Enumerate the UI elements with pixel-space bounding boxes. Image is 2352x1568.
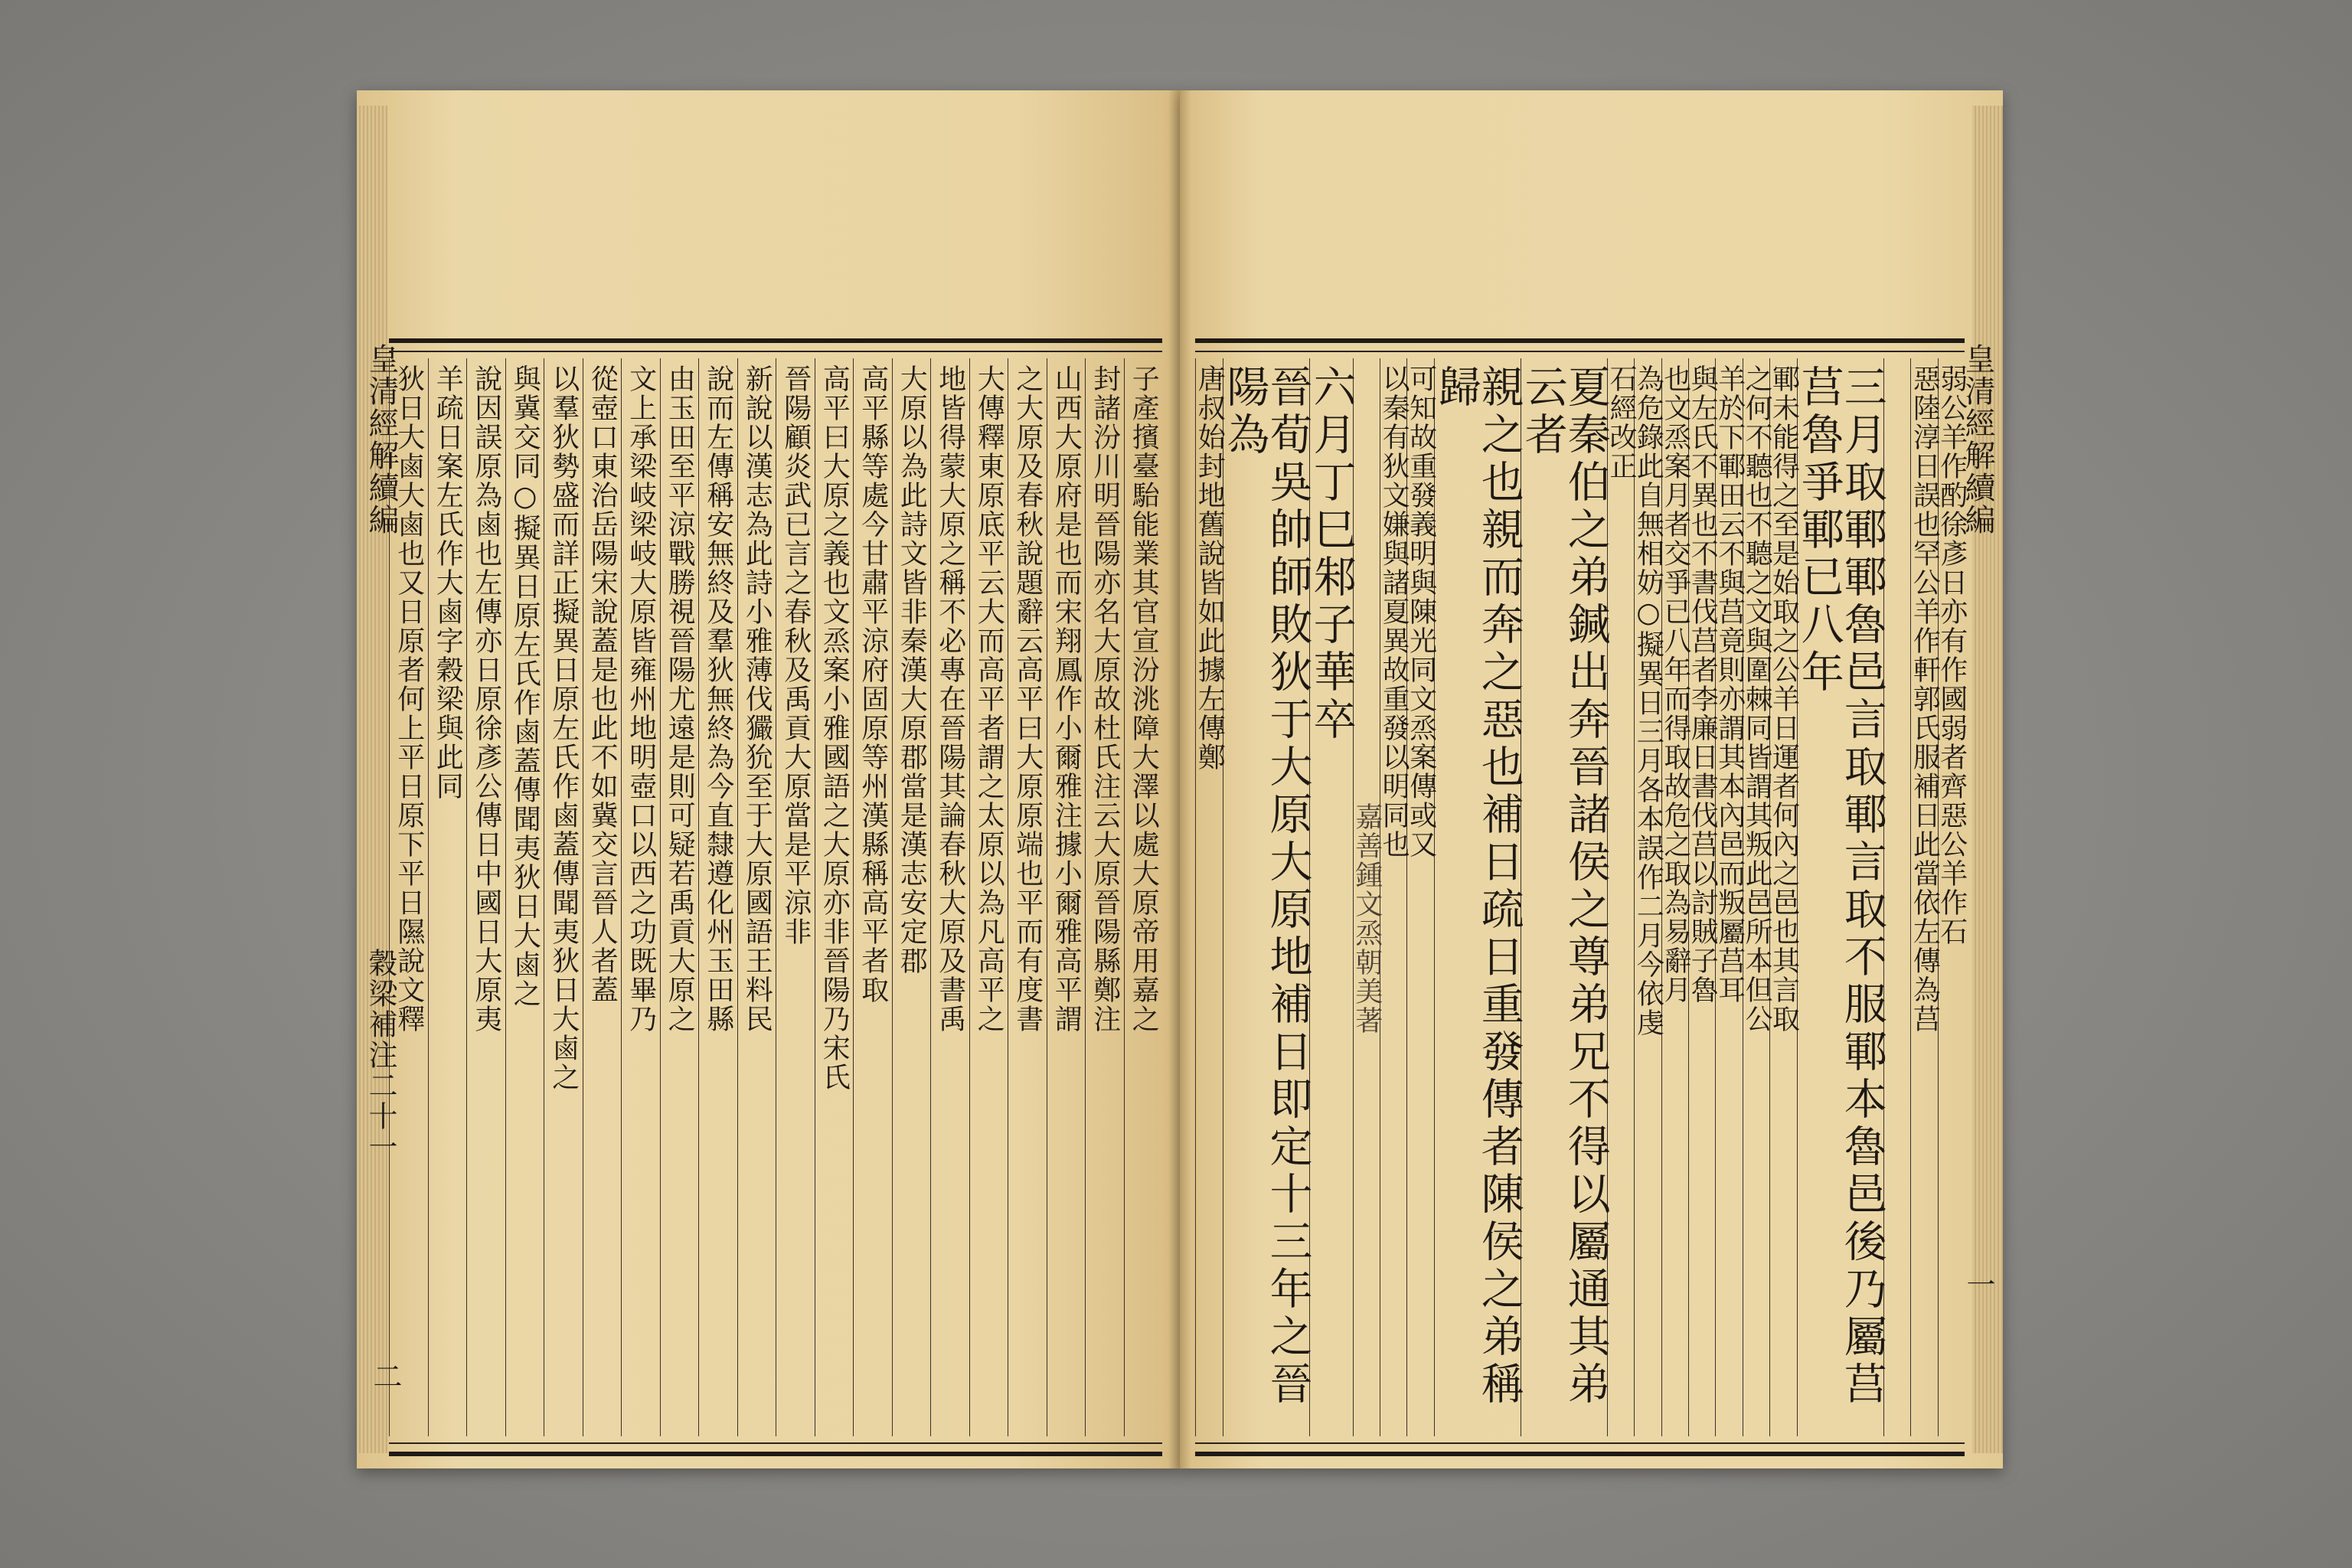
left-folio-footer: 穀梁補注二十一 (364, 948, 397, 1162)
left-column-text: 大傳釋東原底平云大而高平者謂之太原以為凡高平之 (973, 364, 1005, 1034)
left-column (737, 358, 776, 1436)
left-column (621, 358, 660, 1436)
right-column-text: 之何不聽也不聽之文與圍棘同皆謂其叛此邑所本但公 (1741, 364, 1773, 1034)
left-column (969, 358, 1008, 1436)
left-column (853, 358, 892, 1436)
left-column-text: 地皆得蒙大原之稱不必專在晉陽其論春秋大原及書禹 (934, 364, 966, 1034)
left-column-text: 狄日大鹵大鹵也又日原者何上平日原下平日隰說文釋 (393, 364, 425, 1034)
left-page (357, 90, 1180, 1468)
left-column (1085, 358, 1124, 1436)
left-column-text: 由玉田至平涼戰勝視晉陽尤遠是則可疑若禹貢大原之 (664, 364, 696, 1034)
left-column-text: 從壺口東治岳陽宋說蓋是也此不如冀交言晉人者蓋 (586, 364, 619, 1004)
left-column-text: 山西大原府是也而宋翔鳳作小爾雅注據小爾雅高平謂 (1050, 364, 1083, 1034)
right-column-text: 羊於下鄆田云不與莒竟則亦謂其本內邑而叛屬莒耳 (1713, 364, 1746, 1004)
right-column-text: 夏秦伯之弟鍼出奔晉諸侯之尊弟兄不得以屬通其弟云者 (1517, 364, 1611, 1409)
right-column-text: 弱公羊作酌徐彥日亦有作國弱者齊惡公羊作石 (1936, 364, 1968, 946)
left-column (698, 358, 737, 1436)
left-column-text: 與冀交同○擬異日原左氏作鹵蓋傳聞夷狄日大鹵之 (509, 364, 541, 1008)
left-column-text: 封諸汾川明晉陽亦名大原故杜氏注云大原晉陽縣鄭注 (1089, 364, 1121, 1034)
right-column (1632, 358, 1664, 1436)
right-column (1194, 358, 1226, 1436)
right-column-text: 可知故重發義明與陳光同文烝案傳或又 (1405, 364, 1437, 859)
open-book (357, 90, 2003, 1468)
right-folio-number: 一 (1962, 1269, 1995, 1300)
right-column (1517, 358, 1611, 1436)
left-column-text: 說因誤原為鹵也左傳亦日原徐彥公傳日中國日大原夷 (470, 364, 502, 1034)
left-margin-title: 皇清經解續編 (364, 343, 399, 536)
left-column-text: 大原以為此詩文皆非秦漢大原郡當是漢志安定郡 (896, 364, 928, 975)
left-page-edge (357, 106, 387, 1453)
right-column (1605, 358, 1637, 1436)
left-column-text: 高平曰大原之義也文烝案小雅國語之大原亦非晉陽乃宋氏 (818, 364, 851, 1092)
right-column-text: 以秦有狄文嫌與諸夏異故重發以明同也 (1378, 364, 1410, 859)
left-column (892, 358, 931, 1436)
left-columns (389, 358, 1162, 1436)
left-column (815, 358, 854, 1436)
left-column-text: 之大原及春秋說題辭云高平曰大原原端也平而有度書 (1011, 364, 1044, 1034)
right-column (1741, 358, 1773, 1436)
left-column (428, 358, 467, 1436)
right-page (1180, 90, 2003, 1468)
left-column (1008, 358, 1047, 1436)
left-column (583, 358, 622, 1436)
left-column-text: 高平縣等處今甘肅平涼府固原等州漢縣稱高平者取 (857, 364, 889, 1004)
left-folio-number: 二 (368, 1361, 402, 1392)
left-column-text: 說而左傳稱安無終及羣狄無終為今直隸遵化州玉田縣 (702, 364, 734, 1034)
left-column (389, 358, 428, 1436)
left-text-frame (389, 338, 1162, 1456)
right-column-text: 為危錄此自無相妨○擬異日三月各本誤作二月今依虔 (1632, 364, 1664, 1037)
right-column (1687, 358, 1719, 1436)
right-column (1351, 358, 1383, 1436)
left-column (776, 358, 815, 1436)
left-column (505, 358, 544, 1436)
right-column-text: 與左氏不異也不書伐莒者李廉日書伐莒以討賊子魯 (1687, 364, 1719, 1004)
right-column (1378, 358, 1410, 1436)
book-gutter (1168, 90, 1191, 1468)
left-column-text: 子產擯臺駘能業其官宣汾洮障大澤以處大原帝用嘉之 (1128, 364, 1160, 1034)
right-columns (1194, 358, 1968, 1436)
right-column-text: 晉荀吳帥師敗狄于大原大原地補日即定十三年之晉陽為 (1220, 364, 1313, 1409)
left-column (1047, 358, 1086, 1436)
right-column (1220, 358, 1313, 1436)
left-column (1124, 358, 1163, 1436)
right-column-text: 也文烝案月者交爭已八年而得取故危之取為易辭月 (1659, 364, 1691, 1004)
left-column-text: 新說以漢志為此詩小雅薄伐玁狁至于大原國語王料民 (741, 364, 773, 1034)
right-column-text: 三月取鄆鄆魯邑言取鄆言取不服鄆本魯邑後乃屬莒莒魯爭鄆已八年 (1794, 364, 1887, 1409)
right-column-text: 唐叔始封地舊說皆如此據左傳鄭 (1194, 364, 1226, 772)
left-column (466, 358, 505, 1436)
author-signature: 嘉善鍾文烝朝美著 (1351, 802, 1383, 1035)
right-column (1659, 358, 1691, 1436)
left-column-text: 晉陽顧炎武已言之春秋及禹貢大原當是平涼非 (779, 364, 812, 946)
left-column (930, 358, 969, 1436)
right-column-text: 惡陸淳日誤也罕公羊作軒郭氏服補日此當依左傳為莒 (1909, 364, 1941, 1034)
left-column-text: 文上承梁岐梁岐大原皆雍州地明壺口以西之功既畢乃 (625, 364, 657, 1034)
right-column-text: 六月丁巳邾子華卒 (1306, 364, 1357, 744)
right-column (1768, 358, 1800, 1436)
left-column-text: 羊疏日案左氏作大鹵字穀梁與此同 (432, 364, 464, 801)
right-column-text: 親之也親而奔之惡也補日疏日重發傳者陳侯之弟稱歸 (1431, 364, 1524, 1409)
left-column-text: 以羣狄勢盛而詳正擬異日原左氏作鹵蓋傳聞夷狄日大鹵之 (547, 364, 580, 1092)
right-column (1405, 358, 1437, 1436)
right-column-text: 鄆未能得之至是始取之公羊日運者何內之邑也其言取 (1768, 364, 1800, 1034)
right-page-edge (1972, 106, 2003, 1453)
right-column (1431, 358, 1524, 1436)
right-column (1306, 358, 1357, 1436)
right-text-frame (1194, 338, 1968, 1456)
right-column (1794, 358, 1887, 1436)
right-column-text: 石經改正 (1605, 364, 1637, 481)
left-column (544, 358, 583, 1436)
left-column (660, 358, 699, 1436)
right-margin-title: 皇清經解續編 (1960, 343, 1995, 536)
right-column (1909, 358, 1941, 1436)
right-column (1713, 358, 1746, 1436)
right-column (1883, 358, 1910, 1436)
